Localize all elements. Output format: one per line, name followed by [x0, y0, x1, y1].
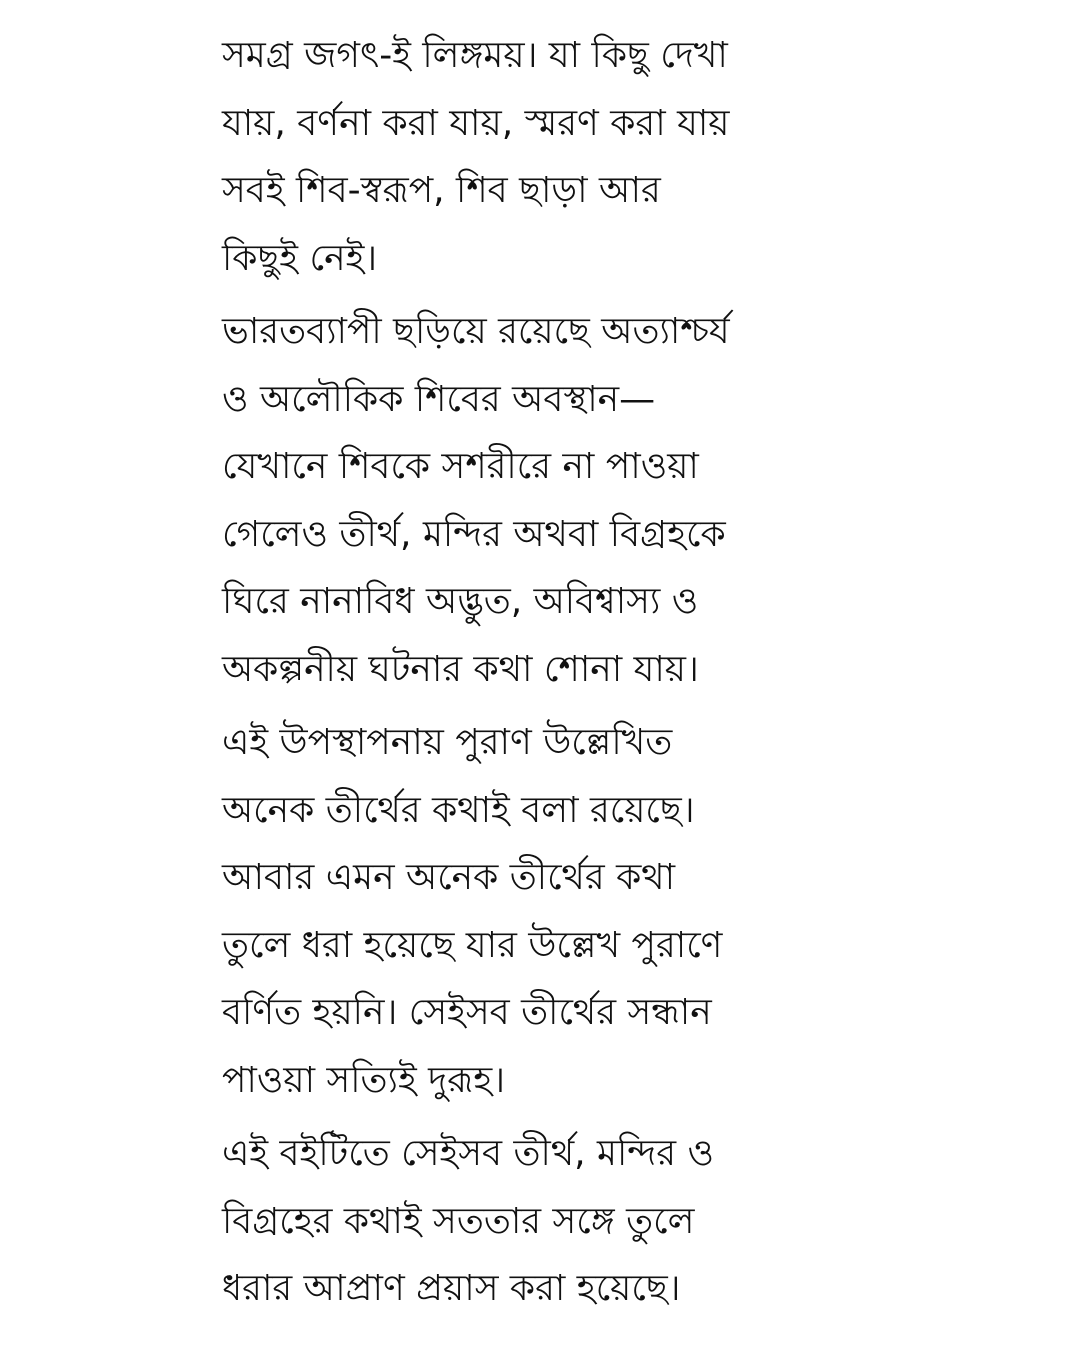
paragraph-4	[222, 1120, 822, 1323]
text-line: যায়, বর্ণনা করা যায়, স্মরণ করা যায়	[222, 102, 730, 144]
text-line: ঘিরে নানাবিধ অদ্ভুত, অবিশ্বাস্য ও	[222, 581, 699, 622]
text-line: অনেক তীর্থের কথাই বলা রয়েছে।	[222, 789, 695, 831]
text-line: এই বইটিতে সেইসব তীর্থ, মন্দির ও	[222, 1133, 714, 1174]
text-line: কিছুই নেই।	[222, 237, 378, 279]
text-line: গেলেও তীর্থ, মন্দির অথবা বিগ্রহকে	[222, 513, 726, 555]
text-line: পাওয়া সত্যিই দুরূহ।	[222, 1059, 506, 1101]
text-line: তুলে ধরা হয়েছে যার উল্লেখ পুরাণে	[222, 924, 723, 966]
paragraph-1	[222, 22, 822, 292]
text-line: এই উপস্থাপনায় পুরাণ উল্লেখিত	[222, 722, 673, 763]
text-line: বিগ্রহের কথাই সততার সঙ্গে তুলে	[222, 1200, 695, 1242]
text-line: অকল্পনীয় ঘটনার কথা শোনা যায়।	[222, 648, 699, 690]
paragraph-3	[222, 709, 822, 1114]
text-line: ধরার আপ্রাণ প্রয়াস করা হয়েছে।	[222, 1268, 681, 1309]
text-page	[222, 22, 822, 1329]
text-line: ভারতব্যাপী ছড়িয়ে রয়েছে অত্যাশ্চর্য	[222, 311, 730, 352]
paragraph-2	[222, 298, 822, 703]
text-line: সমগ্র জগৎ-ই লিঙ্গময়। যা কিছু দেখা	[222, 35, 728, 76]
text-line: যেখানে শিবকে সশরীরে না পাওয়া	[222, 446, 699, 487]
text-line: বর্ণিত হয়নি। সেইসব তীর্থের সন্ধান	[222, 992, 712, 1033]
text-line: ও অলৌকিক শিবের অবস্থান—	[222, 378, 656, 420]
text-line: সবই শিব-স্বরূপ, শিব ছাড়া আর	[222, 170, 661, 211]
text-line: আবার এমন অনেক তীর্থের কথা	[222, 857, 676, 898]
